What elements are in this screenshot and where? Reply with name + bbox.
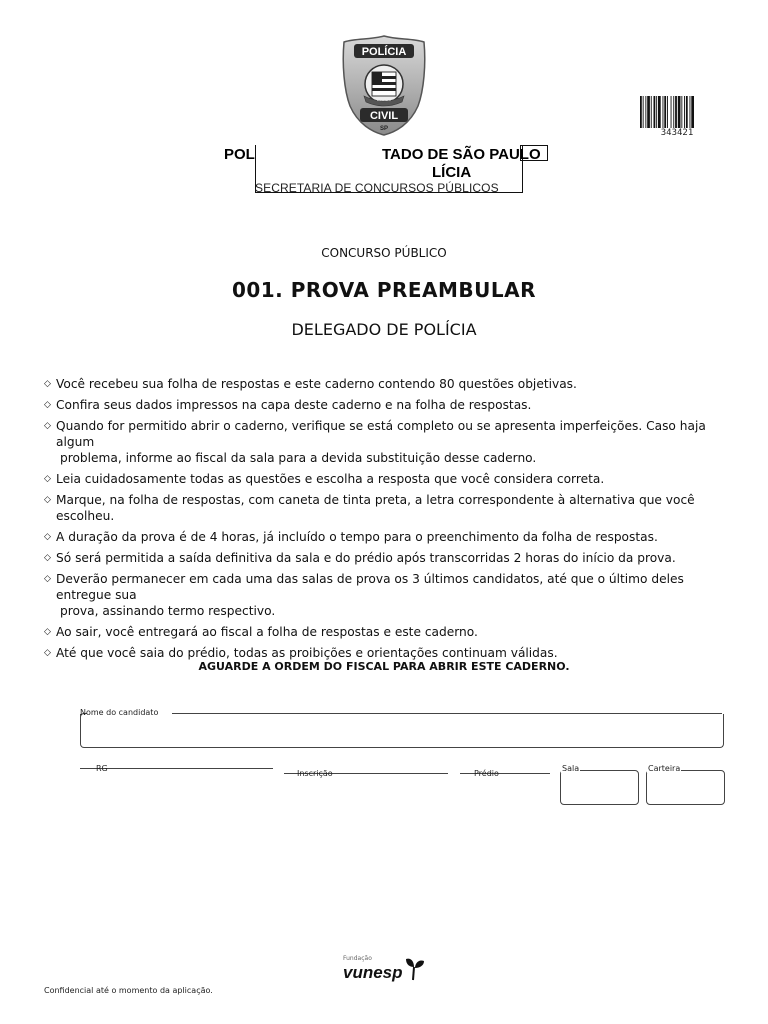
diamond-bullet-icon: ◇ — [44, 474, 51, 484]
instruction-item — [44, 529, 734, 545]
sala-label: Sala — [562, 764, 580, 773]
carteira-label: Carteira — [648, 764, 681, 773]
barcode-bar — [656, 96, 657, 128]
cargo-title: DELEGADO DE POLÍCIA — [291, 320, 477, 339]
diamond-bullet-icon: ◇ — [44, 553, 51, 563]
instruction-text: Confira seus dados impressos na capa deste caderno e na folha de respostas. — [56, 398, 532, 412]
instruction-text: A duração da prova é de 4 horas, já incluído o tempo para o preenchimento da folha de respostas. — [56, 530, 658, 544]
instruction-item — [44, 624, 734, 640]
instructions-list — [44, 376, 734, 666]
instruction-text: Até que você saia do prédio, todas as proibições e orientações continuam válidas. — [56, 646, 558, 660]
rg-field[interactable] — [80, 768, 273, 769]
barcode-bar — [691, 96, 694, 128]
barcode — [640, 96, 714, 128]
instruction-item — [44, 571, 734, 619]
instruction-item — [44, 418, 734, 466]
concurso-label: CONCURSO PÚBLICO — [321, 246, 447, 260]
barcode-bar — [640, 96, 642, 128]
prova-title: 001. PROVA PREAMBULAR — [231, 278, 537, 302]
instruction-text: Leia cuidadosamente todas as questões e escolha a resposta que você considera correta. — [56, 472, 605, 486]
barcode-bar — [664, 96, 666, 128]
instruction-item — [44, 645, 734, 661]
barcode-bar — [675, 96, 677, 128]
vunesp-leaf-icon — [402, 955, 426, 981]
instruction-text: Ao sair, você entregará ao fiscal a folha de respostas e este caderno. — [56, 625, 478, 639]
confidencial-note: Confidencial até o momento da aplicação. — [44, 986, 213, 995]
instruction-item — [44, 492, 734, 524]
instruction-text: Você recebeu sua folha de respostas e este caderno contendo 80 questões objetivas. — [56, 377, 577, 391]
inscricao-label: Inscrição — [297, 769, 333, 778]
badge-state-text: SP — [379, 126, 389, 132]
barcode-bar — [671, 96, 672, 128]
instruction-item — [44, 471, 734, 487]
diamond-bullet-icon: ◇ — [44, 648, 51, 658]
barcode-bar — [663, 96, 664, 128]
policia-civil-badge — [340, 34, 428, 136]
instruction-text: Marque, na folha de respostas, com caneta de tinta preta, a letra correspondente à alternativa que você escolheu. — [56, 493, 695, 523]
sala-field[interactable] — [560, 770, 639, 805]
fundacao-label: Fundação — [343, 955, 372, 962]
barcode-bar — [667, 96, 668, 128]
header-licia: LÍCIA — [432, 164, 472, 181]
barcode-bar — [645, 96, 646, 128]
diamond-bullet-icon: ◇ — [44, 421, 51, 431]
diamond-bullet-icon: ◇ — [44, 400, 51, 410]
vunesp-logo-text: vunesp — [343, 963, 403, 982]
diamond-bullet-icon: ◇ — [44, 495, 51, 505]
nome-candidato-field[interactable] — [80, 714, 724, 748]
predio-label: Prédio — [474, 769, 499, 778]
diamond-bullet-icon: ◇ — [44, 574, 51, 584]
badge-bottom-text: CIVIL — [369, 110, 399, 122]
diamond-bullet-icon: ◇ — [44, 627, 51, 637]
aguarde-notice: AGUARDE A ORDEM DO FISCAL PARA ABRIR ESTE CADERNO. — [198, 660, 570, 673]
barcode-bar — [686, 96, 688, 128]
nome-candidato-label: Nome do candidato — [80, 708, 159, 717]
barcode-bar — [647, 96, 650, 128]
badge-top-text: POLÍCIA — [361, 46, 407, 58]
instruction-item — [44, 550, 734, 566]
barcode-bar — [684, 96, 685, 128]
rg-label: RG — [96, 764, 108, 773]
diamond-bullet-icon: ◇ — [44, 532, 51, 542]
barcode-bar — [678, 96, 681, 128]
header-estado: TADO DE SÃO PAULO — [382, 146, 541, 163]
barcode-bar — [690, 96, 691, 128]
instruction-text-cont: prova, assinando termo respectivo. — [60, 604, 276, 618]
badge-ribbon-text: ESTADO — [376, 98, 392, 102]
header-secretaria: SECRETARIA DE CONCURSOS PÚBLICOS — [255, 181, 499, 195]
barcode-bar — [651, 96, 652, 128]
instruction-text: Só será permitida a saída definitiva da sala e do prédio após transcorridas 2 horas do início da prova. — [56, 551, 676, 565]
barcode-bar — [673, 96, 674, 128]
barcode-bar — [681, 96, 682, 128]
barcode-number: 343421 — [660, 128, 694, 138]
barcode-bar — [654, 96, 656, 128]
instruction-text: Quando for permitido abrir o caderno, verifique se está completo ou se apresenta imperfeições. Caso haja algum — [56, 419, 706, 449]
barcode-bar — [658, 96, 661, 128]
diamond-bullet-icon: ◇ — [44, 379, 51, 389]
instruction-item — [44, 397, 734, 413]
barcode-bar — [643, 96, 644, 128]
carteira-field[interactable] — [646, 770, 725, 805]
header-pol: POL — [224, 146, 255, 163]
instruction-text: Deverão permanecer em cada uma das salas de prova os 3 últimos candidatos, até que o último deles entregue sua — [56, 572, 684, 602]
instruction-item — [44, 376, 734, 392]
instruction-text-cont: problema, informe ao fiscal da sala para a devida substituição desse caderno. — [60, 451, 537, 465]
